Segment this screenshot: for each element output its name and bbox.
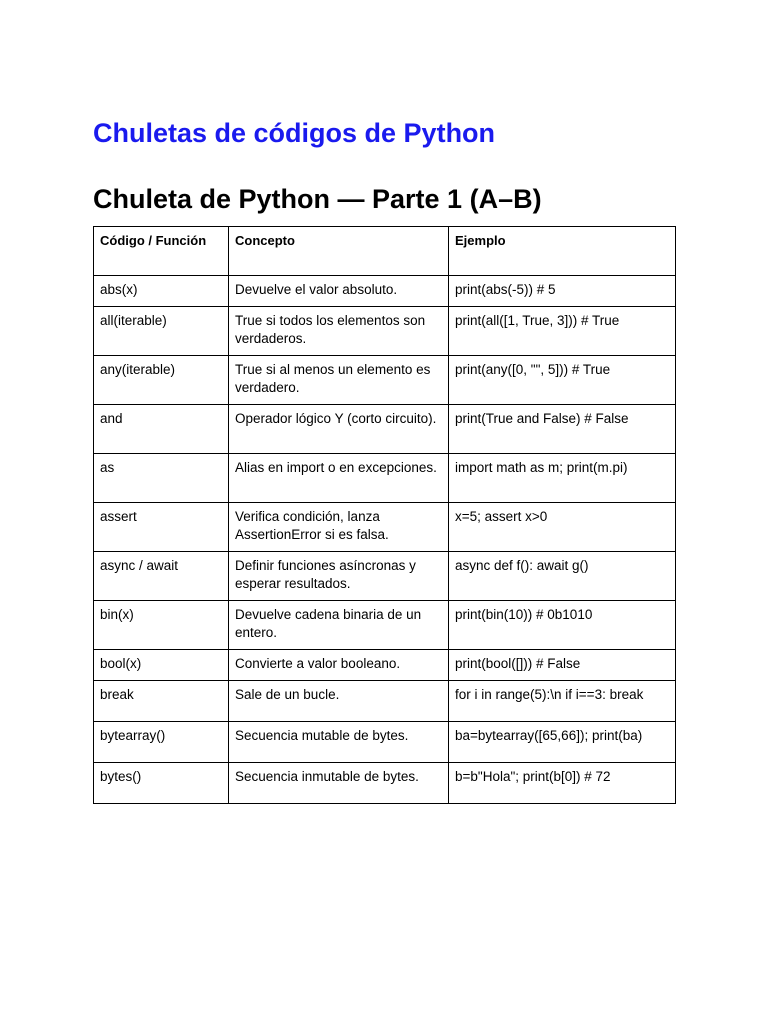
- example-cell: x=5; assert x>0: [449, 503, 676, 552]
- example-cell: print(any([0, "", 5])) # True: [449, 356, 676, 405]
- code-cell: all(iterable): [94, 307, 229, 356]
- concept-cell: Operador lógico Y (corto circuito).: [229, 405, 449, 454]
- example-cell: ba=bytearray([65,66]); print(ba): [449, 722, 676, 763]
- table-row: [94, 307, 676, 356]
- table-row: [94, 681, 676, 722]
- concept-cell: Sale de un bucle.: [229, 681, 449, 722]
- example-cell: print(all([1, True, 3])) # True: [449, 307, 676, 356]
- concept-cell: Secuencia mutable de bytes.: [229, 722, 449, 763]
- table-row: [94, 552, 676, 601]
- code-cell: bytearray(): [94, 722, 229, 763]
- example-cell: print(bin(10)) # 0b1010: [449, 601, 676, 650]
- code-cell: any(iterable): [94, 356, 229, 405]
- code-cell: and: [94, 405, 229, 454]
- example-cell: for i in range(5):\n if i==3: break: [449, 681, 676, 722]
- concept-cell: Alias en import o en excepciones.: [229, 454, 449, 503]
- concept-cell: True si todos los elementos son verdaderos.: [229, 307, 449, 356]
- table-header-row: [94, 227, 676, 276]
- table-row: [94, 503, 676, 552]
- concept-cell: Verifica condición, lanza AssertionError si es falsa.: [229, 503, 449, 552]
- concept-cell: Devuelve cadena binaria de un entero.: [229, 601, 449, 650]
- table-row: [94, 601, 676, 650]
- column-header-code: Código / Función: [94, 227, 229, 276]
- example-cell: print(bool([])) # False: [449, 650, 676, 681]
- code-cell: bool(x): [94, 650, 229, 681]
- concept-cell: Secuencia inmutable de bytes.: [229, 763, 449, 804]
- code-cell: abs(x): [94, 276, 229, 307]
- code-cell: assert: [94, 503, 229, 552]
- code-cell: bytes(): [94, 763, 229, 804]
- document-title: Chuletas de códigos de Python: [93, 118, 496, 148]
- concept-cell: True si al menos un elemento es verdadero.: [229, 356, 449, 405]
- column-header-example: Ejemplo: [449, 227, 676, 276]
- column-header-concept: Concepto: [229, 227, 449, 276]
- table-row: [94, 722, 676, 763]
- concept-cell: Convierte a valor booleano.: [229, 650, 449, 681]
- table-row: [94, 454, 676, 503]
- concept-cell: Definir funciones asíncronas y esperar resultados.: [229, 552, 449, 601]
- table-row: [94, 276, 676, 307]
- section-title: Chuleta de Python — Parte 1 (A–B): [93, 184, 542, 214]
- concept-cell: Devuelve el valor absoluto.: [229, 276, 449, 307]
- table-row: [94, 356, 676, 405]
- example-cell: import math as m; print(m.pi): [449, 454, 676, 503]
- example-cell: print(True and False) # False: [449, 405, 676, 454]
- code-cell: async / await: [94, 552, 229, 601]
- example-cell: async def f(): await g(): [449, 552, 676, 601]
- code-cell: bin(x): [94, 601, 229, 650]
- code-cell: break: [94, 681, 229, 722]
- cheatsheet-table: [93, 226, 676, 804]
- example-cell: b=b"Hola"; print(b[0]) # 72: [449, 763, 676, 804]
- table-row: [94, 763, 676, 804]
- code-cell: as: [94, 454, 229, 503]
- example-cell: print(abs(-5)) # 5: [449, 276, 676, 307]
- table-row: [94, 405, 676, 454]
- table-row: [94, 650, 676, 681]
